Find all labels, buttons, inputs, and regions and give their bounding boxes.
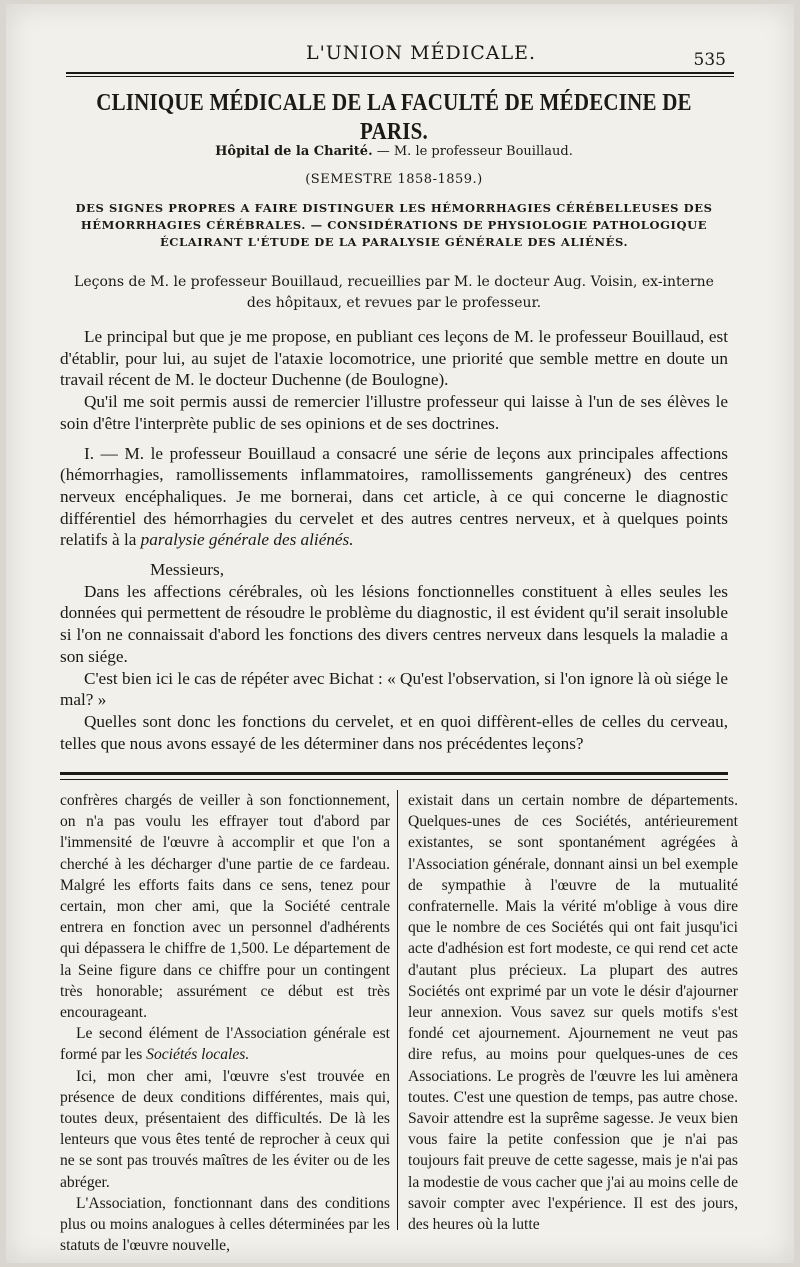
paragraph-text: I. — M. le professeur Bouillaud a consacré une série de leçons aux principales affections (hémorrhagies, ramollissements inflammatoires, ramollissements gangréneux) des centres nerveux encéphaliques. Je me bornerai, dans cet article, à ce qui concerne le diagnostic différentiel des hémorrhagies du cervelet et des autres centres nerveux, et à quelques points relatifs à la: [60, 443, 728, 550]
topic-line: DES SIGNES PROPRES A FAIRE DISTINGUER LES HÉMORRHAGIES CÉRÉBELLEUSES DES: [75, 201, 713, 215]
lecons-credit: [60, 272, 728, 314]
journal-title: L'UNION MÉDICALE.: [305, 42, 537, 64]
topic-line: ÉCLAIRANT L'ÉTUDE DE LA PARALYSIE GÉNÉRALE DES ALIÉNÉS.: [159, 235, 629, 249]
article-body: [60, 326, 728, 754]
credit-line: Leçons de M. le professeur Bouillaud, recueillies par M. le docteur Aug. Voisin, ex-interne: [74, 274, 714, 290]
paragraph: confrères chargés de veiller à son fonctionnement, on n'a pas voulu les effrayer tout d'abord par l'immensité de l'œuvre à accomplir et que l'on a cherché à les décharger d'une partie de ce fardeau. Malgré les efforts faits dans ce sens, tenez pour certain, mon cher ami, que la Société centrale entrera en fonction avec un personnel d'adhérents qui dépassera le chiffre de 1,500. Le département de la Seine figure dans ce chiffre pour un contingent très honorable; assurément ce début est très encourageant.: [60, 792, 390, 1022]
column-rule: [397, 790, 398, 1230]
page-number: 535: [693, 50, 726, 70]
paragraph: [60, 443, 728, 552]
paragraph: Quelles sont donc les fonctions du cervelet, et en quoi diffèrent-elles de celles du cerveau, telles que nous avons essayé de les déterminer dans nos précédentes leçons?: [60, 711, 728, 753]
paragraph: Qu'il me soit permis aussi de remercier l'illustre professeur qui laisse à l'un de ses élèves le soin d'être l'interprète public de ses opinions et de ses doctrines.: [60, 392, 728, 433]
section-divider-thin: [60, 779, 728, 780]
header-rule: [66, 72, 734, 74]
left-column: [60, 790, 390, 1256]
credit-line: des hôpitaux, et revues par le professeur.: [246, 295, 542, 311]
italic-phrase: Sociétés locales.: [146, 1046, 250, 1064]
topic-line: HÉMORRHAGIES CÉRÉBRALES. — CONSIDÉRATIONS DE PHYSIOLOGIE PATHOLOGIQUE: [80, 218, 708, 232]
article-topic: [60, 200, 728, 251]
paragraph: Le principal but que je me propose, en publiant ces leçons de M. le professeur Bouillaud, est d'établir, pour lui, au sujet de l'ataxie locomotrice, une priorité que semble mettre en doute un travail récent de M. le docteur Duchenne (de Boulogne).: [60, 327, 728, 390]
paragraph: C'est bien ici le cas de répéter avec Bichat : « Qu'est l'observation, si l'on ignore là où siége le mal? »: [60, 668, 728, 710]
hospital-name: Hôpital de la Charité.: [215, 144, 373, 159]
article-subheading: [60, 144, 728, 159]
right-column: [408, 790, 738, 1235]
professor-name: — M. le professeur Bouillaud.: [372, 144, 573, 159]
italic-phrase: paralysie générale des aliénés.: [140, 530, 354, 550]
paragraph: L'Association, fonctionnant dans des conditions plus ou moins analogues à celles déterminées par les statuts de l'œuvre nouvelle,: [60, 1194, 390, 1255]
header-rule-thin: [66, 76, 734, 77]
salutation: Messieurs,: [150, 560, 224, 580]
running-header: [66, 38, 734, 78]
paragraph: Dans les affections cérébrales, où les lésions fonctionnelles constituent à elles seules les données qui permettent de résoudre le problème du diagnostic, il est évident qu'il serait insoluble si l'on ne connaissait d'abord les fonctions des divers centres nerveux dans lesquels la maladie a son siége.: [60, 581, 728, 666]
article-headline: CLINIQUE MÉDICALE DE LA FACULTÉ DE MÉDECINE DE PARIS.: [96, 88, 692, 145]
paragraph: [60, 1023, 390, 1065]
paragraph-text: Le second élément de l'Association générale est formé par les: [60, 1025, 390, 1064]
paragraph: Ici, mon cher ami, l'œuvre s'est trouvée en présence de deux conditions différentes, mais qui, toutes deux, présentaient des difficultés. De là les lenteurs que vous êtes tenté de reprocher à ceux qui ne se sont pas trouvés maîtres de les éviter ou de les abréger.: [60, 1067, 390, 1191]
section-divider: [60, 772, 728, 775]
semester-line: (SEMESTRE 1858-1859.): [305, 172, 483, 187]
paragraph: existait dans un certain nombre de départements. Quelques-unes de ces Sociétés, antérieurement existantes, se sont spontanément agrégées à l'Association générale, donnant ainsi un bel exemple de sympathie à l'œuvre de la mutualité confraternelle. Mais la vérité m'oblige à vous dire que le nombre de ces Sociétés qui ont fait jusqu'ici acte d'adhésion est fort modeste, ce qui rend cet acte d'autant plus précieux. La plupart des autres Sociétés ont exprimé par un vote le désir d'ajourner leur annexion. Vous savez sur quels motifs s'est fondé cet ajournement. Ajournement ne veut pas dire refus, au moins pour quelques-unes de ces Associations. Le progrès de l'œuvre les lui amènera toutes. C'est une question de temps, pas autre chose. Savoir attendre est la suprême sagesse. Je veux bien vous faire la petite confession que je n'ai pas toujours fait preuve de cette sagesse, mais je n'ai pas la modestie de vous cacher que j'ai au moins celle de savoir compter avec l'expérience. Il est des jours, des heures où la lutte: [408, 792, 738, 1234]
